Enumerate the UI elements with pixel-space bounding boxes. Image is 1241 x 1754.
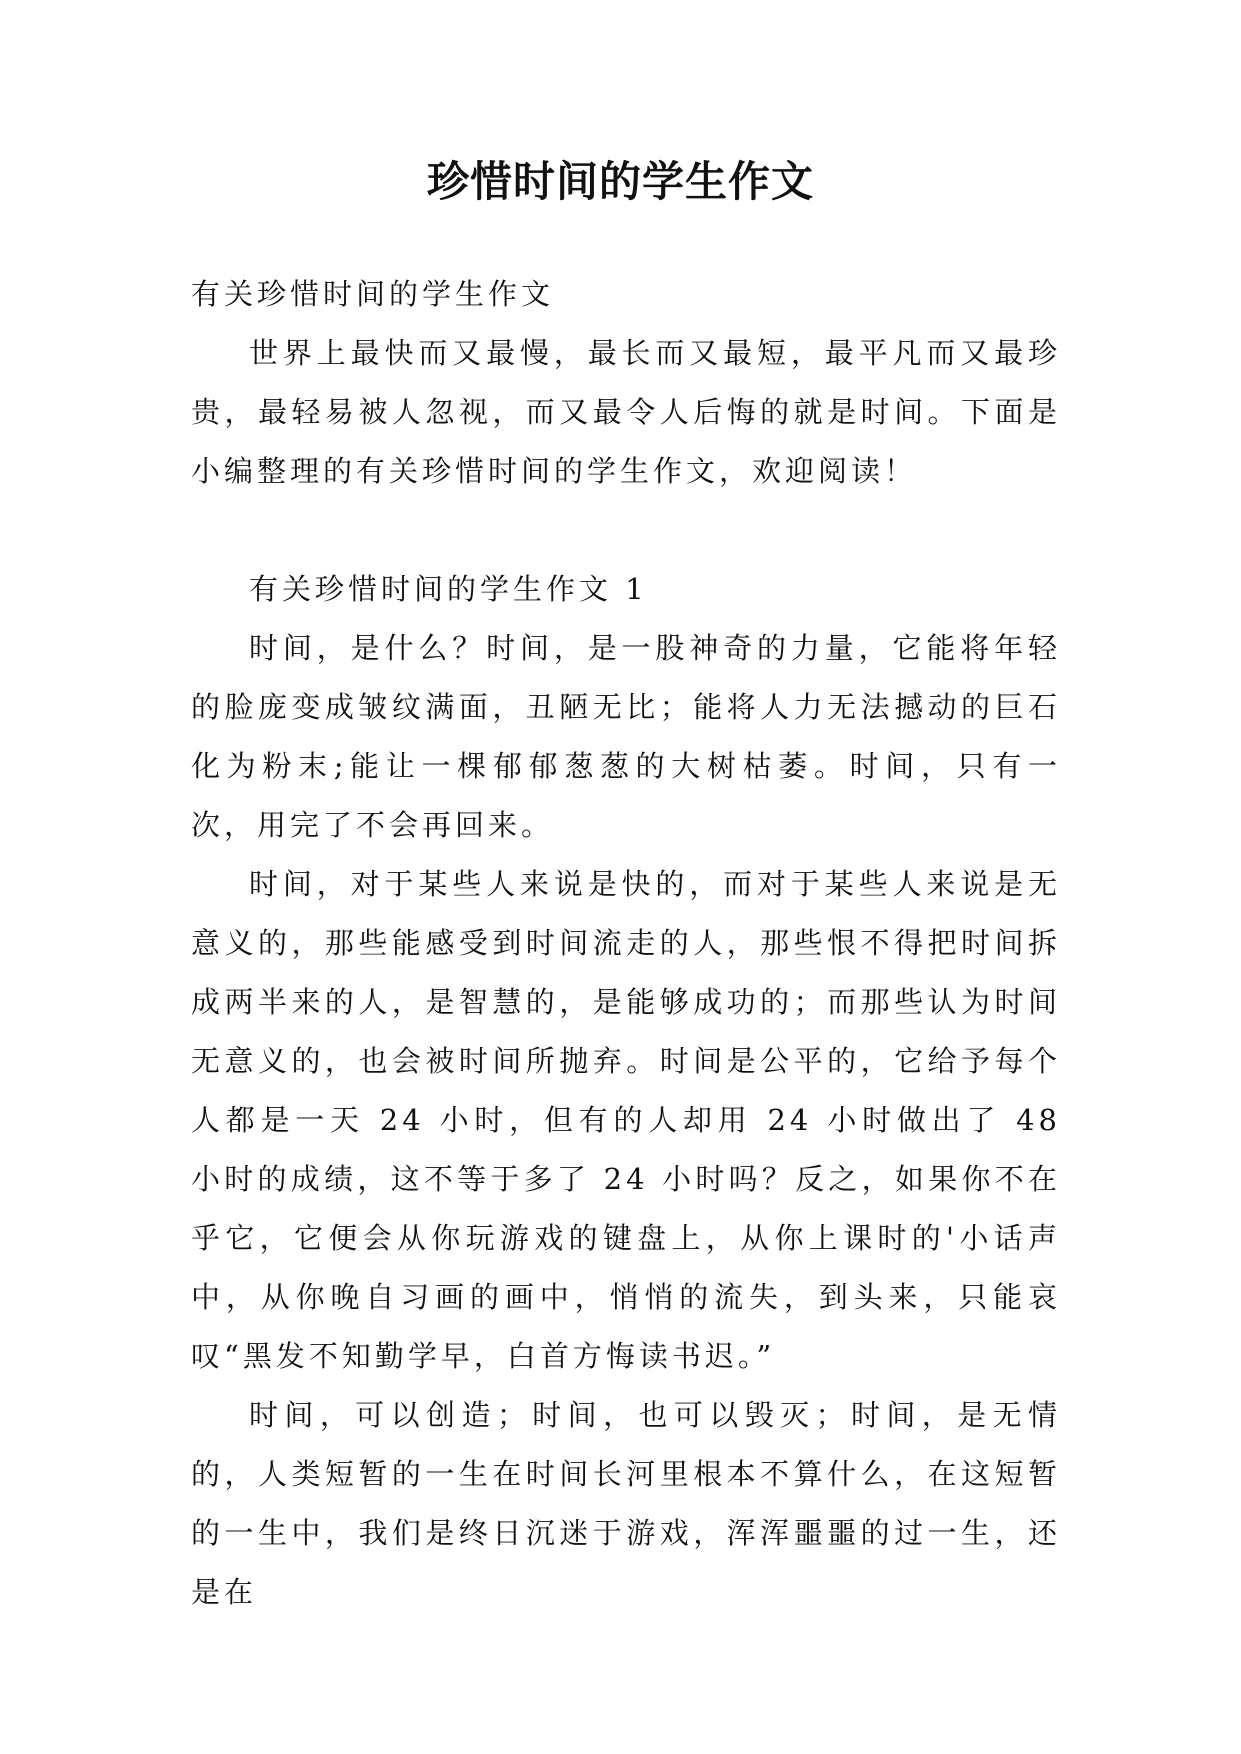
intro-paragraph: 世界上最快而又最慢，最长而又最短，最平凡而又最珍贵，最轻易被人忽视，而又最令人后悔的就是时间。下面是小编整理的有关珍惜时间的学生作文，欢迎阅读！ xyxy=(191,336,1061,488)
body-paragraph: 时间，可以创造；时间，也可以毁灭；时间，是无情的，人类短暂的一生在时间长河里根本不算什么，在这短暂的一生中，我们是终日沉迷于游戏，浑浑噩噩的过一生，还是在 xyxy=(191,1398,1061,1609)
document-title: 珍惜时间的学生作文 xyxy=(426,157,814,206)
section-heading: 有关珍惜时间的学生作文 1 xyxy=(249,572,648,606)
document-subtitle: 有关珍惜时间的学生作文 xyxy=(191,277,555,311)
document-body xyxy=(191,265,1061,1622)
body-paragraph: 时间，对于某些人来说是快的，而对于某些人来说是无意义的，那些能感受到时间流走的人，那些恨不得把时间拆成两半来的人，是智慧的，是能够成功的；而那些认为时间无意义的，也会被时间所抛弃。时间是公平的，它给予每个人都是一天 24 小时，但有的人却用 24 小时做出了 48 小时的成绩，这不等于多了 24 小时吗？反之，如果你不在乎它，它便会从你玩游戏的键盘上，从你上课时的'小话声中，从你晚自习画的画中，悄悄的流失，到头来，只能哀叹“黑发不知勤学早，白首方悔读书迟。” xyxy=(191,867,1061,1373)
body-paragraph: 时间，是什么？时间，是一股神奇的力量，它能将年轻的脸庞变成皱纹满面，丑陋无比；能将人力无法撼动的巨石化为粉末;能让一棵郁郁葱葱的大树枯萎。时间，只有一次，用完了不会再回来。 xyxy=(191,631,1061,842)
section-spacer xyxy=(191,501,1061,560)
